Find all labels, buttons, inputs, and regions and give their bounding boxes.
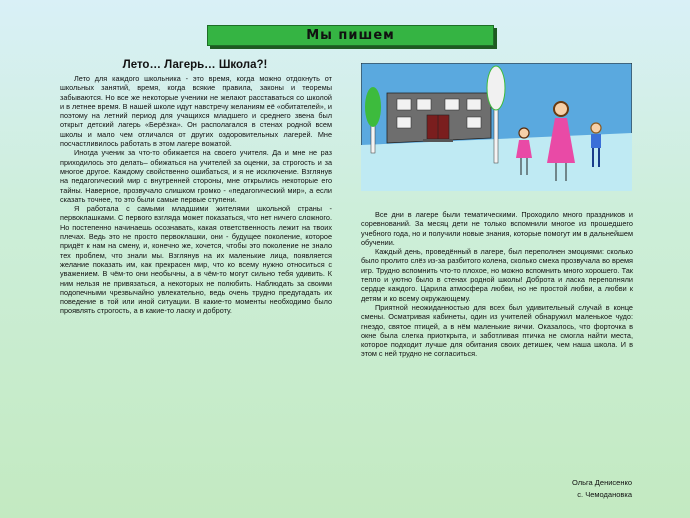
paragraph: Лето для каждого школьника - это время, когда можно отдохнуть от школьных занятий, время, когда всякие правила, законы и теоремы забываются. Но все же некоторые ученики не желают расставаться со школой и в летнее время. В нашей школе идут навстречу желаниям её «обитателей», и поэтому на летний период для учащихся младшего и среднего звена был открыт детский лагерь «Берёзка». Он располагался в стенах родной всем школы и мало чем отличался от других оздоровительных лагерей. Мне посчастливилось работать в этом лагере вожатой.: [60, 74, 332, 149]
section-banner: Мы пишем: [207, 25, 494, 46]
right-column: [361, 210, 633, 359]
school-drawing-illustration: [361, 63, 632, 191]
paragraph: Каждый день, проведённый в лагере, был переполнен эмоциями: сколько было пролито слёз из-за разбитого колена, сколько смеха прозвучала во время игр. Трудно вспомнить что-то плохое, но можно вспомнить много хорошего. Так тепло и уютно было в стенах родной школы! Доброта и ласка переполняли сердце каждого. Царила атмосфера любви, но не простой любви, а любви к детям и ко всему окружающему.: [361, 247, 633, 303]
paragraph: Приятной неожиданностью для всех был удивительный случай в конце смены. Осматривая кабинеты, один из учителей обнаружил маленькое чудо: гнездо, святое птицей, а в нём маленькие яички. Оказалось, что форточка в окне была слегка приоткрыта, и заботливая птичка не смогла найти места, которое подходит лучше для обитания своих детишек, чем наша школа. И в этом с ней трудно не согласиться.: [361, 302, 633, 359]
left-column: [60, 74, 332, 316]
article-title: Лето… Лагерь… Школа?!: [122, 59, 268, 71]
author-name: Ольга Денисенко: [571, 478, 632, 487]
author-location: с. Чемодановка: [577, 490, 632, 499]
paragraph: Иногда ученик за что-то обижается на своего учителя. Да и мне не раз приходилось это делать– обижаться на учителей за оценки, за строгость и за многое другое. Каждому свойственно ошибаться, и я не исключение. Взглянув на педагогический мир с внутренней стороны, мне открылись некоторые его тайны. Наверное, прозвучало слишком громко - «педагогический мир», а если сказать точнее, то это были самые первые ступени.: [60, 148, 332, 204]
paragraph: Все дни в лагере были тематическими. Проходило много праздников и соревнований. За месяц дети не только вспомнили многое из прошедшего учебного года, но и получили новые знания, которые помогут им в дальнейшем обучении.: [361, 210, 633, 247]
paragraph: Я работала с самыми младшими жителями школьной страны - первоклашками. С первого взгляда может показаться, что нет ничего сложного. Но постепенно начинаешь осознавать, какая ответственность лежит на твоих плечах. Ведь это не просто первоклашки, они - будущее поколение, которое придёт к нам на смену, и, конечно же, хочется, чтобы это поколение не знало тех проблем, что знали мы. Взглянув на их маленькие лица, появляется желание показать им, как прекрасен мир, что ко всему нужно относиться с уважением. В чём-то они необычны, а в чём-то могут сильно тебя удивить. К ним нельзя не привязаться, а некоторых не полюбить. Наблюдать за своими подопечными чрезвычайно увлекательно, ведь очень трудно предугадать их поведение в той или иной ситуации. В какие-то моменты необходимо было проявлять строгость, а в какие-то ласку и доброту.: [60, 204, 332, 316]
